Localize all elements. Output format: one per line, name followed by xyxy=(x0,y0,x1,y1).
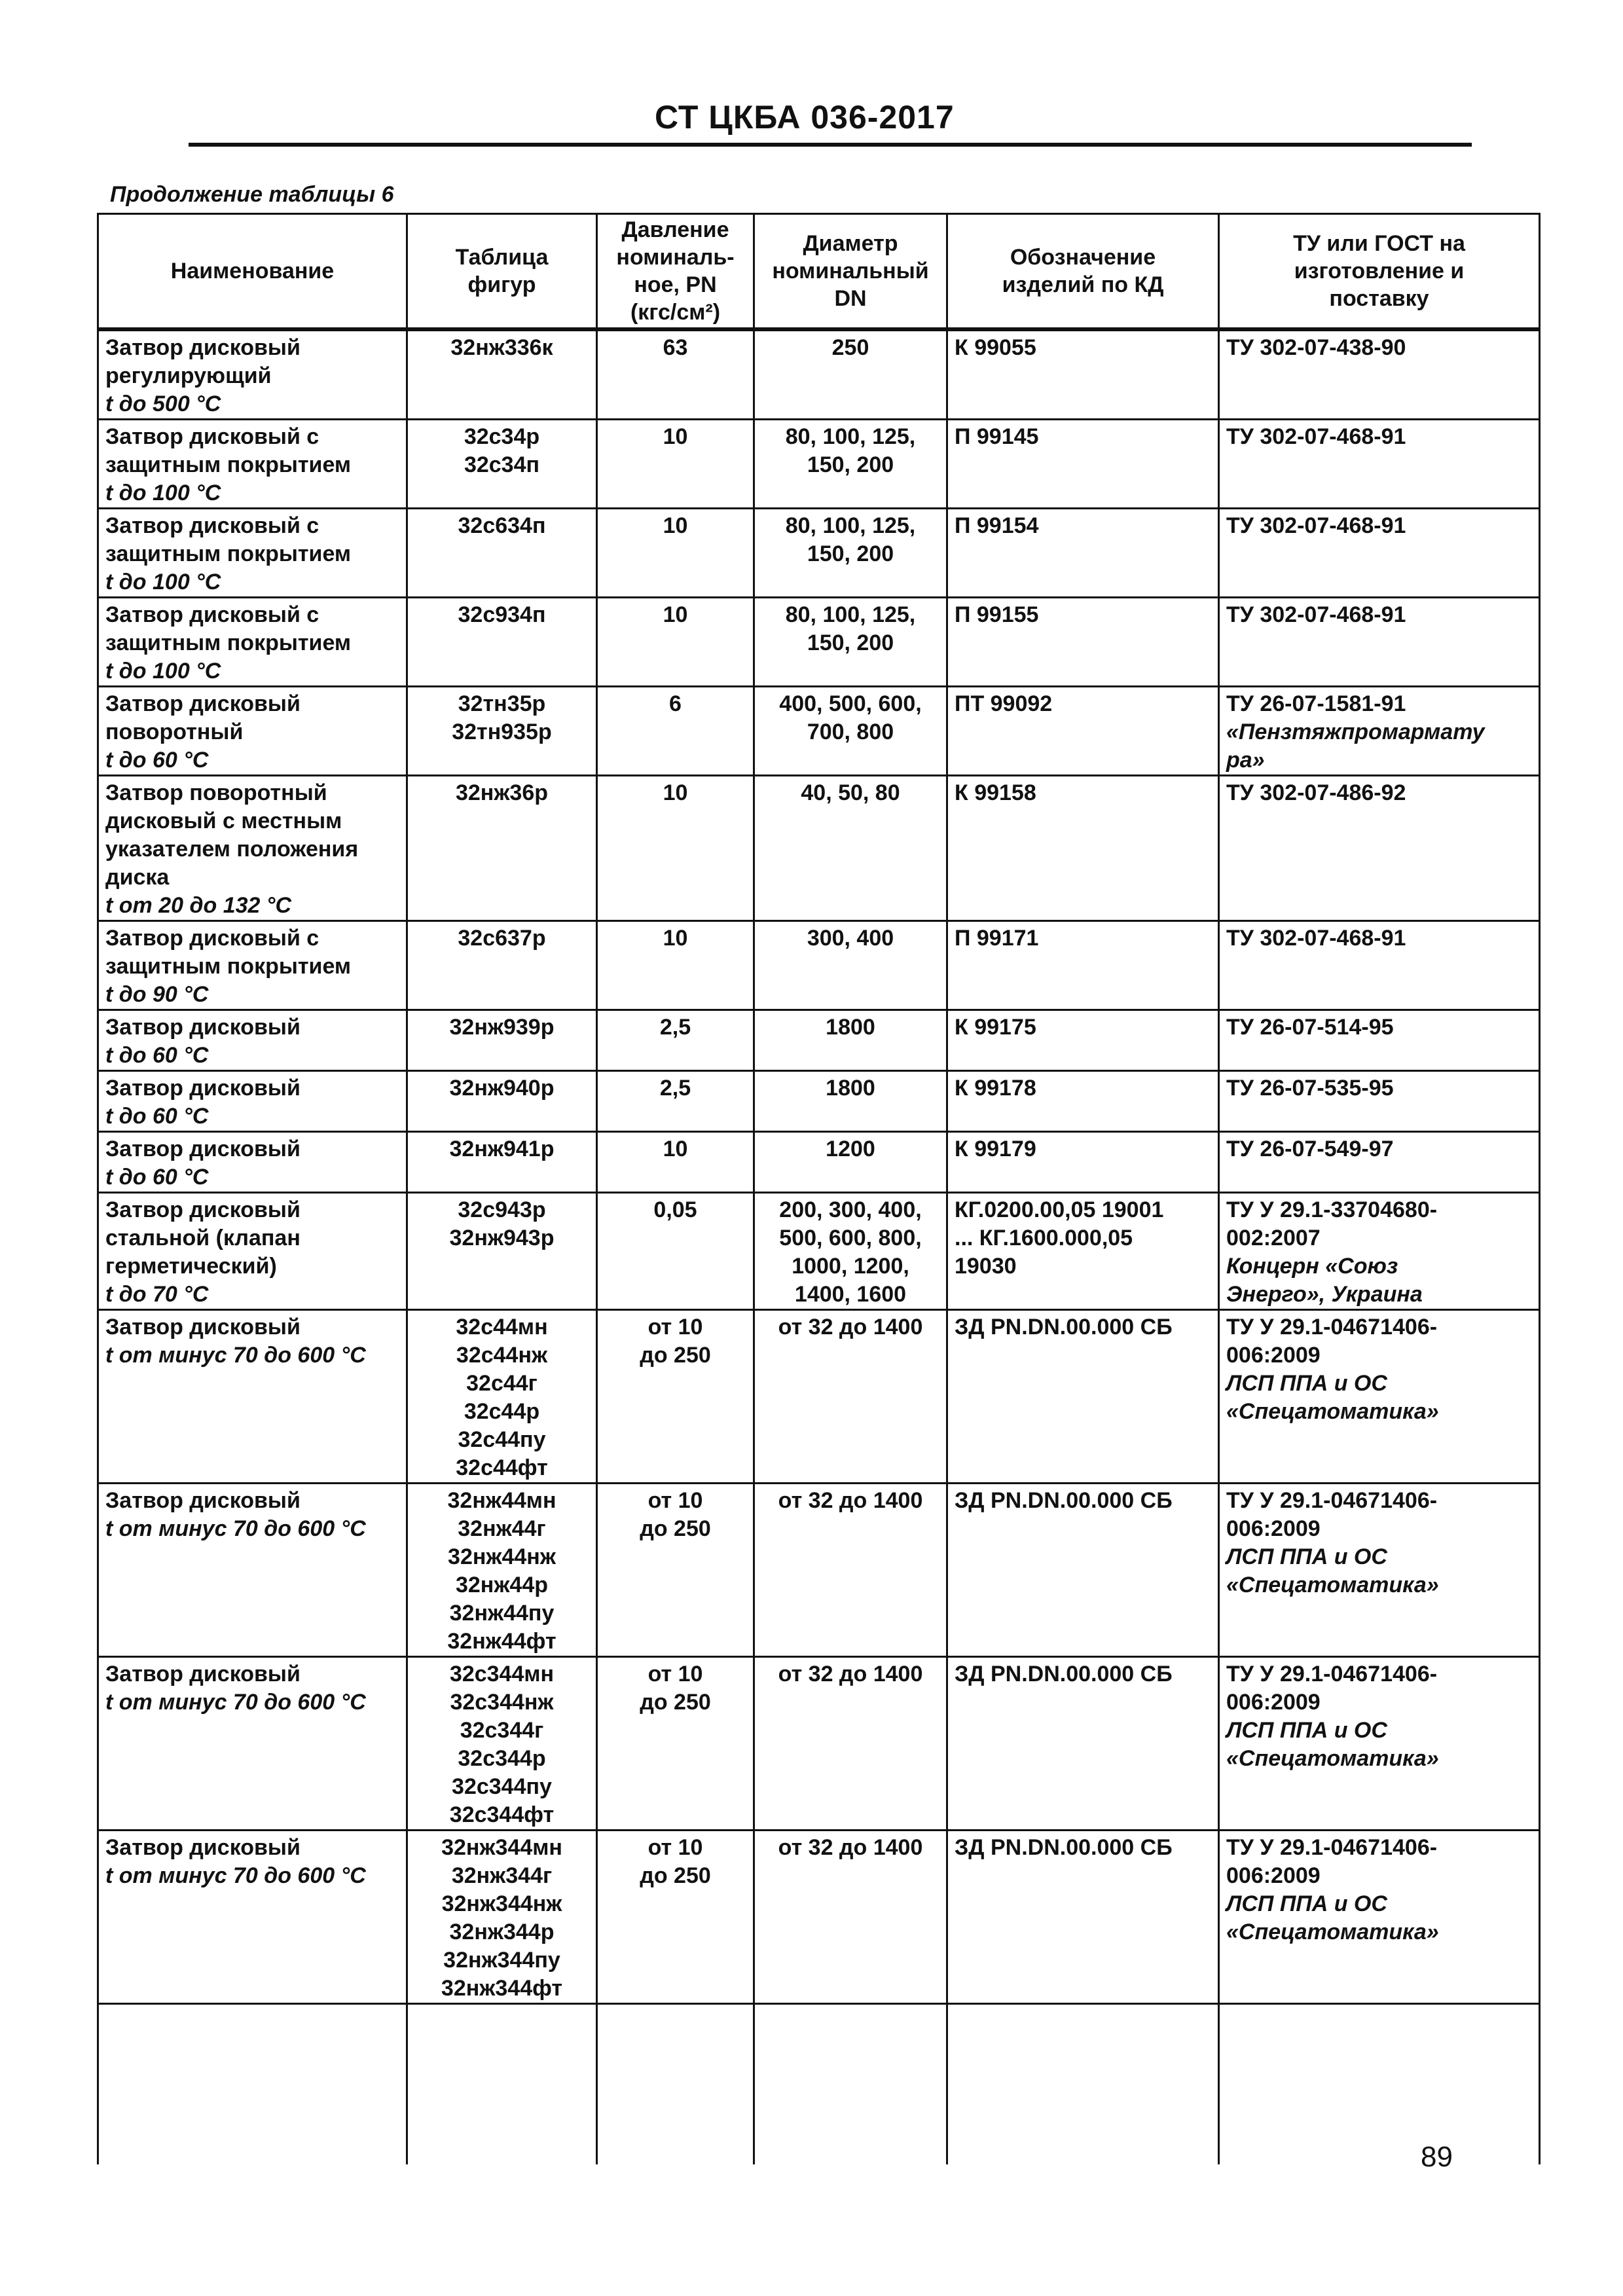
temperature-range: t до 60 °С xyxy=(105,748,209,773)
table-cell xyxy=(98,1831,407,2004)
table-cell xyxy=(98,921,407,1010)
empty-cell xyxy=(98,2004,407,2165)
product-name: Затвор дисковый xyxy=(105,1662,301,1686)
table-cell xyxy=(754,1132,947,1193)
figure-codes: 32тн35р 32тн935р xyxy=(452,691,552,744)
table-cell xyxy=(597,1193,754,1310)
table-cell xyxy=(754,1193,947,1310)
table-container xyxy=(97,213,1539,2164)
table-cell xyxy=(947,1010,1219,1071)
table-cell xyxy=(1219,921,1540,1010)
temperature-range: t до 500 °С xyxy=(105,392,221,416)
table-cell xyxy=(754,509,947,598)
header-pressure: Давление номиналь- ное, PN (кгс/см²) xyxy=(597,214,754,330)
temperature-range: t от 20 до 132 °С xyxy=(105,893,292,918)
table-cell xyxy=(597,1831,754,2004)
table-row xyxy=(98,921,1540,1010)
table-row xyxy=(98,329,1540,420)
table-cell xyxy=(947,420,1219,509)
table-cell xyxy=(1219,420,1540,509)
empty-cell xyxy=(947,2004,1219,2165)
table-row xyxy=(98,598,1540,687)
table-cell xyxy=(98,1484,407,1657)
tu-standard: ТУ 302-07-468-91 xyxy=(1226,513,1406,538)
table-cell xyxy=(1219,1657,1540,1831)
table-cell xyxy=(947,1132,1219,1193)
table-cell xyxy=(1219,598,1540,687)
nominal-diameter: 400, 500, 600, 700, 800 xyxy=(779,691,922,744)
table-cell xyxy=(407,921,597,1010)
table-cell xyxy=(947,1657,1219,1831)
temperature-range: t до 100 °С xyxy=(105,481,221,505)
product-name: Затвор дисковый с защитным покрытием xyxy=(105,602,352,655)
table-cell xyxy=(98,776,407,921)
header-standard: ТУ или ГОСТ на изготовление и поставку xyxy=(1219,214,1540,330)
table-cell xyxy=(947,329,1219,420)
tu-standard: ТУ У 29.1-04671406- 006:2009 xyxy=(1226,1835,1438,1888)
table-cell xyxy=(597,1071,754,1132)
table-cell xyxy=(407,1657,597,1831)
tu-standard: ТУ У 29.1-04671406- 006:2009 xyxy=(1226,1488,1438,1541)
nominal-pressure: 63 xyxy=(663,335,688,360)
table-cell xyxy=(407,687,597,776)
nominal-diameter: 200, 300, 400, 500, 600, 800, 1000, 1200, 1400, 1600 xyxy=(779,1197,922,1307)
empty-cell xyxy=(754,2004,947,2165)
table-cell xyxy=(1219,776,1540,921)
table-row xyxy=(98,1193,1540,1310)
nominal-diameter: 80, 100, 125, 150, 200 xyxy=(785,513,916,566)
figure-codes: 32нж336к xyxy=(450,335,553,360)
table-cell xyxy=(947,921,1219,1010)
nominal-pressure: 10 xyxy=(663,926,688,951)
figure-codes: 32с34р 32с34п xyxy=(464,424,540,477)
table-cell xyxy=(1219,1132,1540,1193)
tu-standard: ТУ 302-07-468-91 xyxy=(1226,424,1406,449)
table-cell xyxy=(754,921,947,1010)
header-diameter: Диаметр номинальный DN xyxy=(754,214,947,330)
table-cell xyxy=(1219,1484,1540,1657)
product-name: Затвор дисковый xyxy=(105,1835,301,1860)
tu-standard: ТУ 302-07-468-91 xyxy=(1226,926,1406,951)
tu-standard: ТУ 26-07-549-97 xyxy=(1226,1137,1394,1161)
temperature-range: t от минус 70 до 600 °С xyxy=(105,1516,366,1541)
table-row xyxy=(98,1831,1540,2004)
tu-standard: ТУ У 29.1-04671406- 006:2009 xyxy=(1226,1315,1438,1368)
table-cell xyxy=(597,1010,754,1071)
table-cell xyxy=(98,420,407,509)
table-cell xyxy=(597,420,754,509)
figure-codes: 32нж44мн 32нж44г 32нж44нж 32нж44р 32нж44пу 32нж44фт xyxy=(447,1488,556,1654)
table-body xyxy=(98,329,1540,2164)
kd-designation: К 99178 xyxy=(955,1076,1036,1101)
table-cell xyxy=(98,1071,407,1132)
table-cell xyxy=(754,1484,947,1657)
table-cell xyxy=(407,329,597,420)
table-cell xyxy=(98,329,407,420)
table-cell xyxy=(947,509,1219,598)
table-cell xyxy=(754,1010,947,1071)
table-cell xyxy=(407,420,597,509)
tu-standard: ТУ 26-07-1581-91 xyxy=(1226,691,1406,716)
temperature-range: t от минус 70 до 600 °С xyxy=(105,1863,366,1888)
tu-standard: ТУ 302-07-438-90 xyxy=(1226,335,1406,360)
table-cell xyxy=(597,1310,754,1484)
table-cell xyxy=(407,1071,597,1132)
tu-standard: ТУ 302-07-486-92 xyxy=(1226,780,1406,805)
table-row xyxy=(98,420,1540,509)
nominal-pressure: 2,5 xyxy=(659,1076,691,1101)
figure-codes: 32с634п xyxy=(458,513,546,538)
tu-standard: ТУ 26-07-535-95 xyxy=(1226,1076,1394,1101)
table-row xyxy=(98,509,1540,598)
tu-standard: ТУ 26-07-514-95 xyxy=(1226,1015,1394,1040)
nominal-pressure: от 10 до 250 xyxy=(640,1315,711,1368)
product-name: Затвор дисковый с защитным покрытием xyxy=(105,424,352,477)
table-cell xyxy=(597,776,754,921)
kd-designation: П 99155 xyxy=(955,602,1039,627)
manufacturer-note: ЛСП ППА и ОС «Спецатоматика» xyxy=(1226,1544,1439,1597)
kd-designation: К 99179 xyxy=(955,1137,1036,1161)
product-name: Затвор дисковый с защитным покрытием xyxy=(105,513,352,566)
table-cell xyxy=(98,1193,407,1310)
table-cell xyxy=(1219,329,1540,420)
product-name: Затвор дисковый xyxy=(105,1488,301,1513)
manufacturer-note: ЛСП ППА и ОС «Спецатоматика» xyxy=(1226,1891,1439,1944)
table-cell xyxy=(98,1310,407,1484)
figure-codes: 32с44мн 32с44нж 32с44г 32с44р 32с44пу 32с44фт xyxy=(456,1315,548,1480)
figure-codes: 32нж36р xyxy=(455,780,549,805)
temperature-range: t до 70 °С xyxy=(105,1282,209,1307)
table-cell xyxy=(407,1484,597,1657)
table-cell xyxy=(754,1071,947,1132)
table-cell xyxy=(407,1193,597,1310)
nominal-pressure: 2,5 xyxy=(659,1015,691,1040)
table-cell xyxy=(1219,1193,1540,1310)
kd-designation: ЗД PN.DN.00.000 СБ xyxy=(955,1835,1173,1860)
table-cell xyxy=(947,598,1219,687)
table-cell xyxy=(98,1657,407,1831)
kd-designation: П 99171 xyxy=(955,926,1039,951)
table-row xyxy=(98,1484,1540,1657)
temperature-range: t от минус 70 до 600 °С xyxy=(105,1343,366,1368)
nominal-pressure: 10 xyxy=(663,602,688,627)
table-cell xyxy=(1219,1010,1540,1071)
table-cell xyxy=(947,1310,1219,1484)
products-table xyxy=(97,213,1541,2164)
table-cell xyxy=(754,1657,947,1831)
figure-codes: 32с943р 32нж943р xyxy=(449,1197,555,1250)
header-name: Наименование xyxy=(98,214,407,330)
nominal-diameter: 80, 100, 125, 150, 200 xyxy=(785,602,916,655)
header-rule xyxy=(189,143,1472,147)
table-cell xyxy=(1219,1831,1540,2004)
table-cell xyxy=(947,687,1219,776)
nominal-diameter: 40, 50, 80 xyxy=(801,780,900,805)
nominal-pressure: 10 xyxy=(663,513,688,538)
table-row xyxy=(98,1071,1540,1132)
empty-cell xyxy=(1219,2004,1540,2165)
table-header-row xyxy=(98,214,1540,330)
figure-codes: 32с637р xyxy=(458,926,546,951)
nominal-diameter: 80, 100, 125, 150, 200 xyxy=(785,424,916,477)
table-cell xyxy=(1219,1071,1540,1132)
nominal-diameter: 250 xyxy=(831,335,869,360)
kd-designation: П 99154 xyxy=(955,513,1039,538)
table-cell xyxy=(597,329,754,420)
tu-standard: ТУ 302-07-468-91 xyxy=(1226,602,1406,627)
table-row xyxy=(98,1132,1540,1193)
table-cell xyxy=(1219,687,1540,776)
figure-codes: 32нж941р xyxy=(449,1137,555,1161)
nominal-pressure: от 10 до 250 xyxy=(640,1488,711,1541)
nominal-pressure: 6 xyxy=(669,691,682,716)
table-cell xyxy=(754,687,947,776)
product-name: Затвор дисковый с защитным покрытием xyxy=(105,926,352,979)
nominal-diameter: 1800 xyxy=(826,1076,875,1101)
kd-designation: ЗД PN.DN.00.000 СБ xyxy=(955,1315,1173,1339)
table-cell xyxy=(407,776,597,921)
product-name: Затвор дисковый поворотный xyxy=(105,691,301,744)
kd-designation: ЗД PN.DN.00.000 СБ xyxy=(955,1662,1173,1686)
nominal-diameter: 300, 400 xyxy=(807,926,894,951)
table-cell xyxy=(407,509,597,598)
nominal-pressure: 0,05 xyxy=(653,1197,697,1222)
manufacturer-note: ЛСП ППА и ОС «Спецатоматика» xyxy=(1226,1718,1439,1771)
table-row xyxy=(98,687,1540,776)
product-name: Затвор поворотный дисковый с местным указателем положения диска xyxy=(105,780,359,890)
kd-designation: К 99158 xyxy=(955,780,1036,805)
nominal-pressure: от 10 до 250 xyxy=(640,1662,711,1715)
page-number: 89 xyxy=(1421,2141,1453,2173)
table-cell xyxy=(407,598,597,687)
table-filler-row xyxy=(98,2004,1540,2165)
temperature-range: t до 100 °С xyxy=(105,659,221,683)
table-cell xyxy=(947,1831,1219,2004)
nominal-pressure: 10 xyxy=(663,780,688,805)
table-cell xyxy=(947,1071,1219,1132)
kd-designation: КГ.0200.00,05 19001 ... КГ.1600.000,05 19030 xyxy=(955,1197,1164,1279)
temperature-range: t до 60 °С xyxy=(105,1165,209,1190)
table-cell xyxy=(754,598,947,687)
nominal-diameter: от 32 до 1400 xyxy=(778,1315,923,1339)
empty-cell xyxy=(407,2004,597,2165)
empty-cell xyxy=(597,2004,754,2165)
table-cell xyxy=(1219,1310,1540,1484)
product-name: Затвор дисковый xyxy=(105,1076,301,1101)
table-cell xyxy=(947,1484,1219,1657)
temperature-range: t до 60 °С xyxy=(105,1043,209,1068)
nominal-diameter: 1800 xyxy=(826,1015,875,1040)
table-cell xyxy=(98,509,407,598)
figure-codes: 32нж939р xyxy=(449,1015,555,1040)
table-cell xyxy=(597,687,754,776)
temperature-range: t до 100 °С xyxy=(105,570,221,594)
table-cell xyxy=(1219,509,1540,598)
header-designation: Обозначение изделий по КД xyxy=(947,214,1219,330)
table-cell xyxy=(98,1132,407,1193)
product-name: Затвор дисковый xyxy=(105,1015,301,1040)
figure-codes: 32нж344мн 32нж344г 32нж344нж 32нж344р 32нж344пу 32нж344фт xyxy=(441,1835,563,2001)
nominal-diameter: от 32 до 1400 xyxy=(778,1488,923,1513)
table-cell xyxy=(597,921,754,1010)
product-name: Затвор дисковый стальной (клапан герметический) xyxy=(105,1197,301,1279)
temperature-range: t от минус 70 до 600 °С xyxy=(105,1690,366,1715)
table-cell xyxy=(98,687,407,776)
manufacturer-note: ЛСП ППА и ОС «Спецатоматика» xyxy=(1226,1371,1439,1424)
table-cell xyxy=(597,598,754,687)
table-cell xyxy=(947,1193,1219,1310)
table-continuation-caption: Продолжение таблицы 6 xyxy=(110,182,394,207)
nominal-diameter: от 32 до 1400 xyxy=(778,1835,923,1860)
table-cell xyxy=(597,1484,754,1657)
nominal-pressure: 10 xyxy=(663,424,688,449)
table-cell xyxy=(407,1132,597,1193)
table-cell xyxy=(754,329,947,420)
table-cell xyxy=(407,1310,597,1484)
nominal-pressure: от 10 до 250 xyxy=(640,1835,711,1888)
table-cell xyxy=(98,598,407,687)
tu-standard: ТУ У 29.1-33704680- 002:2007 xyxy=(1226,1197,1438,1250)
table-cell xyxy=(754,1310,947,1484)
table-cell xyxy=(407,1831,597,2004)
table-cell xyxy=(597,1132,754,1193)
table-row xyxy=(98,776,1540,921)
table-cell xyxy=(754,1831,947,2004)
kd-designation: П 99145 xyxy=(955,424,1039,449)
temperature-range: t до 90 °С xyxy=(105,982,209,1007)
table-row xyxy=(98,1310,1540,1484)
table-cell xyxy=(98,1010,407,1071)
table-cell xyxy=(407,1010,597,1071)
product-name: Затвор дисковый xyxy=(105,1137,301,1161)
kd-designation: К 99175 xyxy=(955,1015,1036,1040)
kd-designation: К 99055 xyxy=(955,335,1036,360)
product-name: Затвор дисковый регулирующий xyxy=(105,335,301,388)
tu-standard: ТУ У 29.1-04671406- 006:2009 xyxy=(1226,1662,1438,1715)
table-cell xyxy=(597,509,754,598)
figure-codes: 32с344мн 32с344нж 32с344г 32с344р 32с344пу 32с344фт xyxy=(449,1662,555,1827)
table-cell xyxy=(754,420,947,509)
header-figure-table: Таблица фигур xyxy=(407,214,597,330)
temperature-range: t до 60 °С xyxy=(105,1104,209,1129)
table-cell xyxy=(754,776,947,921)
kd-designation: ПТ 99092 xyxy=(955,691,1053,716)
table-row xyxy=(98,1010,1540,1071)
kd-designation: ЗД PN.DN.00.000 СБ xyxy=(955,1488,1173,1513)
manufacturer-note: «Пензтяжпромармату ра» xyxy=(1226,720,1485,773)
table-row xyxy=(98,1657,1540,1831)
table-cell xyxy=(947,776,1219,921)
figure-codes: 32с934п xyxy=(458,602,546,627)
document-title: СТ ЦКБА 036-2017 xyxy=(655,99,955,136)
nominal-diameter: от 32 до 1400 xyxy=(778,1662,923,1686)
figure-codes: 32нж940р xyxy=(449,1076,555,1101)
product-name: Затвор дисковый xyxy=(105,1315,301,1339)
nominal-pressure: 10 xyxy=(663,1137,688,1161)
manufacturer-note: Концерн «Союз Энерго», Украина xyxy=(1226,1254,1423,1307)
table-cell xyxy=(597,1657,754,1831)
nominal-diameter: 1200 xyxy=(826,1137,875,1161)
